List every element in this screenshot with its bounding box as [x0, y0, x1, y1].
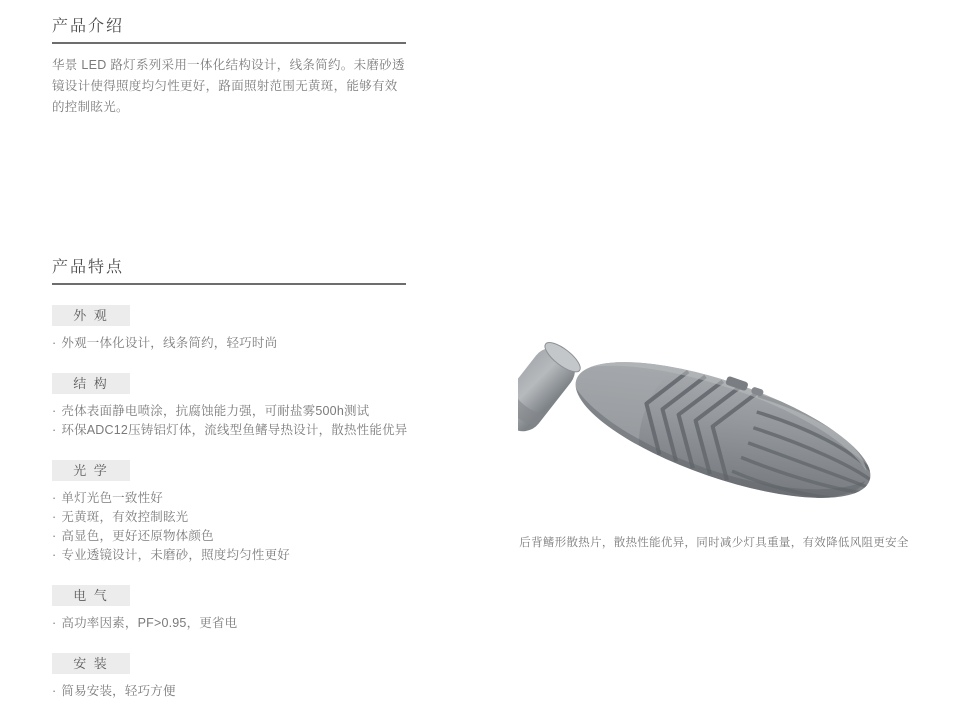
feature-bullet-text: 单灯光色一致性好: [61, 491, 163, 505]
feature-bullet: [52, 421, 406, 440]
feature-bullet-list: [52, 334, 406, 353]
feature-group-optics: [52, 460, 406, 565]
feature-bullet: [52, 402, 406, 421]
feature-bullet: [52, 489, 406, 508]
intro-divider: [52, 42, 406, 44]
intro-paragraph: 华景 LED 路灯系列采用一体化结构设计，线条简约。未磨砂透镜设计使得照度均匀性更好，路面照射范围无黄斑，能够有效的控制眩光。: [52, 58, 405, 114]
product-figure: [518, 330, 910, 550]
feature-label-structure: 结 构: [52, 373, 130, 394]
feature-bullet: [52, 682, 406, 701]
feature-group-structure: [52, 373, 406, 440]
section-product-features: [52, 254, 406, 701]
feature-bullet: [52, 614, 406, 633]
feature-bullet: [52, 527, 406, 546]
feature-group-electrical: [52, 585, 406, 633]
feature-group-installation: [52, 653, 406, 701]
feature-bullet: [52, 508, 406, 527]
feature-bullet-list: [52, 402, 406, 440]
feature-label-appearance: 外 观: [52, 305, 130, 326]
feature-label-electrical: 电 气: [52, 585, 130, 606]
feature-bullet-text: 环保ADC12压铸铝灯体，流线型鱼鳍导热设计，散热性能优异: [61, 423, 408, 437]
feature-bullet-list: [52, 614, 406, 633]
feature-bullet: [52, 546, 406, 565]
bullet-dot: ·: [52, 510, 57, 524]
feature-bullet-text: 专业透镜设计，未磨砂，照度均匀性更好: [61, 548, 290, 562]
feature-label-installation: 安 装: [52, 653, 130, 674]
figure-caption: 后背鳍形散热片，散热性能优异，同时减少灯具重量，有效降低风阻更安全: [519, 537, 909, 549]
bullet-dot: ·: [52, 548, 57, 562]
bullet-dot: ·: [52, 616, 57, 630]
feature-bullet-text: 外观一体化设计，线条简约，轻巧时尚: [61, 336, 278, 350]
feature-bullet-text: 高显色，更好还原物体颜色: [61, 529, 214, 543]
feature-bullet-text: 壳体表面静电喷涂，抗腐蚀能力强，可耐盐雾500h测试: [61, 404, 370, 418]
feature-label-optics: 光 学: [52, 460, 130, 481]
feature-bullet: [52, 334, 406, 353]
features-title: 产品特点: [52, 259, 125, 276]
section-product-intro: [52, 13, 406, 118]
bullet-dot: ·: [52, 491, 57, 505]
led-street-light-image: [518, 330, 910, 526]
feature-group-appearance: [52, 305, 406, 353]
lamp-body: [546, 330, 891, 526]
lamp-mounting-arm: [518, 337, 585, 439]
feature-bullet-text: 高功率因素，PF>0.95，更省电: [61, 616, 238, 630]
bullet-dot: ·: [52, 529, 57, 543]
bullet-dot: ·: [52, 684, 57, 698]
feature-bullet-text: 无黄斑，有效控制眩光: [61, 510, 189, 524]
bullet-dot: ·: [52, 423, 57, 437]
intro-title: 产品介绍: [52, 18, 125, 35]
bullet-dot: ·: [52, 336, 57, 350]
features-divider: [52, 283, 406, 285]
bullet-dot: ·: [52, 404, 57, 418]
feature-bullet-text: 简易安装，轻巧方便: [61, 684, 176, 698]
feature-bullet-list: [52, 489, 406, 565]
feature-bullet-list: [52, 682, 406, 701]
